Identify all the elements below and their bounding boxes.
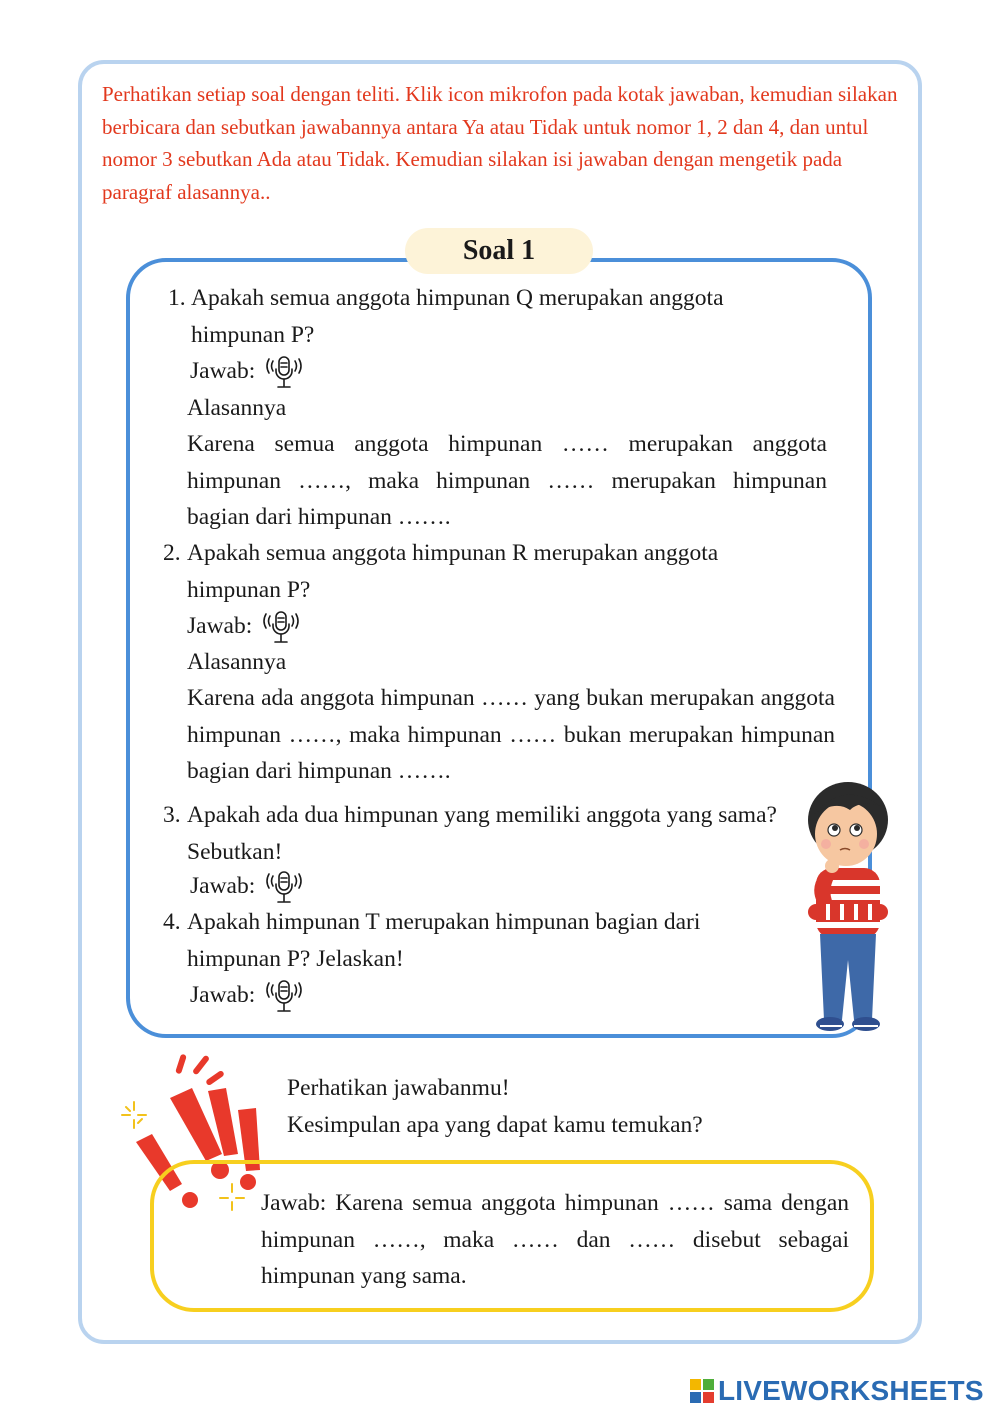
microphone-icon[interactable] (258, 610, 304, 646)
conclusion-answer-text[interactable]: Jawab: Karena semua anggota himpunan …… sama dengan himpunan ……, maka …… dan …… disebut sebagai himpunan yang sama. (261, 1190, 849, 1289)
microphone-icon[interactable] (261, 870, 307, 906)
kesimpulan-line-2: Kesimpulan apa yang dapat kamu temukan? (287, 1111, 703, 1138)
liveworksheets-logo-icon (690, 1379, 714, 1403)
question-2-number: 2. (163, 540, 181, 566)
liveworksheets-logo (690, 1374, 984, 1408)
question-2-answer-label: Jawab: (187, 613, 253, 639)
question-3-text: Apakah ada dua himpunan yang memiliki anggota yang sama? Sebutkan! (187, 802, 777, 865)
question-4-answer-row (190, 977, 307, 1015)
question-2-reason-text[interactable]: Karena ada anggota himpunan …… yang bukan merupakan anggota himpunan ……, maka himpunan …… bukan merupakan himpunan bagian dari himpunan ……. (187, 685, 835, 784)
question-1-text: Apakah semua anggota himpunan Q merupakan anggota himpunan P? (191, 285, 724, 348)
question-2-reason-label: Alasannya (187, 649, 287, 675)
question-3-answer-label: Jawab: (190, 873, 256, 899)
thinking-boy-illustration (796, 770, 900, 1040)
kesimpulan-line-1: Perhatikan jawabanmu! (287, 1075, 510, 1101)
question-4-answer-label: Jawab: (190, 982, 256, 1008)
question-1-answer-row (190, 353, 307, 391)
question-1-answer-label: Jawab: (190, 358, 256, 384)
question-1-reason-text[interactable]: Karena semua anggota himpunan …… merupakan anggota himpunan ……, maka himpunan …… merupakan himpunan bagian dari himpunan ……. (187, 431, 827, 530)
question-3-answer-row (190, 868, 307, 906)
brand-name: LIVEWORKSHEETS (718, 1375, 984, 1406)
question-4-text: Apakah himpunan T merupakan himpunan bagian dari himpunan P? Jelaskan! (187, 909, 701, 972)
question-2-text: Apakah semua anggota himpunan R merupakan anggota himpunan P? (187, 540, 719, 603)
instructions-text: Perhatikan setiap soal dengan teliti. Klik icon mikrofon pada kotak jawaban, kemudian silakan berbicara dan sebutkan jawabannya antara Ya atau Tidak untuk nomor 1, 2 dan 4, dan untul nomor 3 sebutkan Ada atau Tidak. Kemudian silakan isi jawaban dengan mengetik pada paragraf alasannya.. (102, 82, 898, 204)
question-1-number: 1. (168, 285, 186, 311)
question-3-number: 3. (163, 802, 181, 828)
soal-title: Soal 1 (405, 228, 593, 274)
kesimpulan-prompt (287, 1070, 703, 1143)
microphone-icon[interactable] (261, 979, 307, 1015)
microphone-icon[interactable] (261, 355, 307, 391)
question-2-answer-row (187, 608, 304, 646)
question-4-number: 4. (163, 909, 181, 935)
question-1-reason-label: Alasannya (187, 395, 287, 421)
